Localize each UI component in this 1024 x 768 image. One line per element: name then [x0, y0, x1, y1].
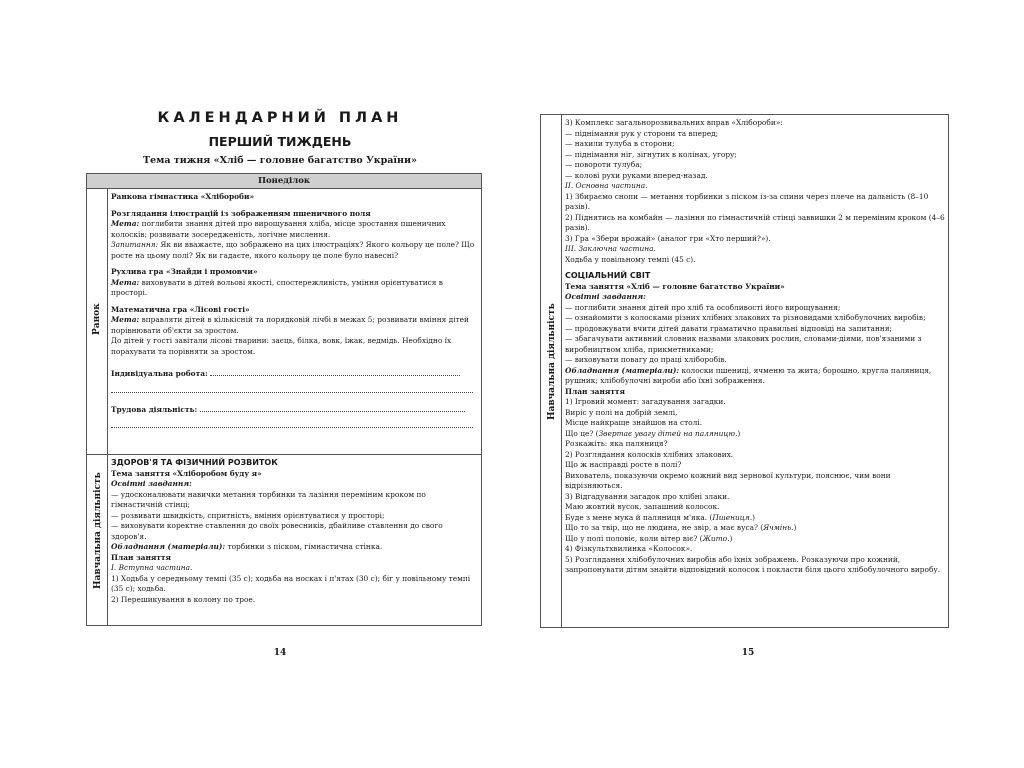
line: — колові рухи руками вперед-назад.	[565, 170, 708, 180]
line: 2) Розглядання колосків хлібних злакових.	[565, 449, 734, 459]
line: 1) Ігровий момент: загадування загадки.	[565, 397, 726, 406]
tasks-label: Освітні завдання:	[111, 479, 192, 488]
task-item: — поглибити знання дітей про хліб та особливості його вирощування;	[565, 302, 841, 312]
task-item: — продовжувати вчити дітей давати граматично правильні відповіді на запитання;	[565, 323, 892, 333]
line: — піднімання ніг, зігнутих в колінах, угору;	[565, 149, 737, 159]
part-final: III. Заключна частина.	[565, 244, 656, 253]
riddle-line: Буде з мене мука й паляниця м'яка. (Пшениця.)	[565, 512, 756, 522]
line: 2) Піднятись на комбайн — лазіння по гімнастичній стінці заввишки 2 м переміним кроком (4–6 разів).	[565, 212, 945, 232]
side-label-learning: Навчальна діяльність	[93, 472, 103, 589]
task-item: — збагачувати активний словник назвами злакових рослин, словами-діями, пов'язаними з виробництвом хліба, прикметниками;	[565, 334, 922, 354]
equipment: Обладнання (матеріали): торбинки з піском, гімнастична стінка.	[111, 542, 383, 551]
right-content	[565, 118, 945, 576]
riddle-line: Що то за твір, що не людина, не звір, а має вуса? (Ячмінь.)	[565, 523, 797, 532]
task-item: — удосконалювати навички метання торбинки та лазіння переміним кроком по гімнастичній стінці;	[111, 489, 426, 509]
math-title: Математична гра «Лісові гості»	[111, 304, 250, 314]
game-title: Рухлива гра «Знайди і промовчи»	[111, 267, 258, 276]
line: Маю жовтий вусок, запашний колосок.	[565, 502, 720, 511]
page-title: КАЛЕНДАРНИЙ ПЛАН	[157, 110, 403, 126]
day-header: Понеділок	[87, 174, 481, 189]
math-text: До дітей у гості завітали лісові тварини: заєць, білка, вовк, їжак, ведмідь. Необхідно їх порахувати та порівняти за зростом.	[111, 336, 452, 356]
plan-step: 1) Ходьба у середньому темпі (35 с); ходьба на носках і п'ятах (30 с); біг у повільному темпі (35 с); ходьба.	[111, 573, 471, 593]
tasks-label: Освітні завдання:	[565, 292, 646, 301]
right-page	[528, 70, 968, 670]
side-label-learning: Навчальна діяльність	[547, 303, 557, 420]
line: 3) Відгадування загадок про хлібні злаки.	[565, 491, 730, 501]
left-page	[60, 70, 500, 670]
lesson-topic: Тема заняття «Хліб — головне багатство України»	[565, 281, 785, 291]
line: 5) Розглядання хлібобулочних виробів або їхніх зображень. Розказуючи про кожний, запропонувати дітям знайти відповідний колосок і покласти біля цього хлібобулочного виробу.	[565, 554, 941, 574]
line: Виріс у полі на добрій землі,	[565, 407, 678, 417]
line: Розкажіть: яка паляниця?	[565, 439, 668, 448]
part-intro: I. Вступна частина.	[111, 563, 193, 572]
morning-content	[111, 192, 477, 428]
equipment: Обладнання (матеріали): колоски пшениці, ячменю та жита; борошно, кругла паляниця, рушник; хлібобулочні вироби або їхні зображення.	[565, 365, 932, 385]
plan-table-right	[540, 114, 949, 628]
individual-work: Індивідуальна робота:	[111, 367, 477, 380]
part-main: II. Основна частина.	[565, 181, 648, 190]
line: — нахили тулуба в сторони;	[565, 139, 675, 148]
line: 3) Комплекс загальнорозвивальних вправ «Хлібороби»:	[565, 118, 783, 127]
math-goal: Мета: вправляти дітей в кількісній та порядковій лічбі в межах 5; розвивати вміння дітей порівнювати об'єкти за зростом.	[111, 315, 469, 335]
task-item: — виховувати повагу до праці хліборобів.	[565, 355, 727, 364]
line: Ходьба у повільному темпі (45 с).	[565, 254, 696, 264]
line: Що ж насправді росте в полі?	[565, 460, 682, 469]
game-goal: Мета: виховувати в дітей вольові якості, спостережливість, уміння орієнтуватися в просторі.	[111, 277, 443, 297]
illus-questions: Запитання: Як ви вважаєте, що зображено на цих ілюстраціях? Якого кольору це поле? Що росте на цьому полі? Як ви гадаєте, якого кольору це поле було навесні?	[111, 240, 475, 260]
line: 1) Збираємо снопи — метання торбинки з піском із-за спини через плече на дальність (8–10 разів).	[565, 191, 929, 211]
learning-content	[111, 458, 477, 605]
riddle-line: Що у полі половіє, коли вітер віє? (Жито.)	[565, 533, 733, 543]
labor-activity: Трудова діяльність:	[111, 403, 477, 416]
side-label-morning: Ранок	[92, 303, 102, 335]
page-number: 15	[741, 648, 755, 658]
illus-goal: Мета: поглибити знання дітей про вирощування хліба, місце зростання пшеничних колосків; розвивати зосередженість, логічне мислення.	[111, 219, 446, 239]
section-heading: СОЦІАЛЬНИЙ СВІТ	[565, 271, 651, 280]
line: Що це? (Звертає увагу дітей на паляницю.)	[565, 428, 741, 438]
line: Місце найкраще знайшов на столі.	[565, 418, 703, 427]
lesson-topic: Тема заняття «Хліборобом буду я»	[111, 468, 262, 478]
section-heading: ЗДОРОВ'Я ТА ФІЗИЧНИЙ РОЗВИТОК	[111, 458, 278, 467]
plan-label: План заняття	[565, 386, 625, 396]
plan-step: 2) Перешикування в колону по трое.	[111, 594, 256, 604]
gym-title: Ранкова гімнастика «Хлібороби»	[111, 192, 255, 201]
task-item: — ознайомити з колосками різних хлібних злакових та різновидами хлібобулочних виробів;	[565, 313, 926, 322]
row-divider	[87, 454, 481, 455]
line: — піднімання рук у сторони та вперед;	[565, 128, 719, 138]
illus-title: Розглядання ілюстрацій із зображенням пшеничного поля	[111, 208, 371, 218]
plan-table-left	[86, 173, 482, 626]
line: — повороти тулуба;	[565, 160, 643, 169]
line: 4) Фізкультхвилинка «Колосок».	[565, 544, 693, 553]
task-item: — виховувати коректне ставлення до своїх ровесників, дбайливе ставлення до свого здоров'я.	[111, 521, 443, 541]
line: 3) Гра «Збери врожай» (аналог гри «Хто перший?»).	[565, 233, 771, 243]
plan-label: План заняття	[111, 552, 171, 562]
week-theme: Тема тижня «Хліб — головне багатство України»	[143, 155, 417, 166]
week-subtitle: ПЕРШИЙ ТИЖДЕНЬ	[208, 134, 352, 149]
task-item: — розвивати швидкість, спритність, вміння орієнтуватися у просторі;	[111, 510, 385, 520]
line: Вихователь, показуючи окремо кожний вид зернової культури, пояснює, чим вони відрізняються.	[565, 470, 891, 490]
page-number: 14	[273, 648, 287, 658]
